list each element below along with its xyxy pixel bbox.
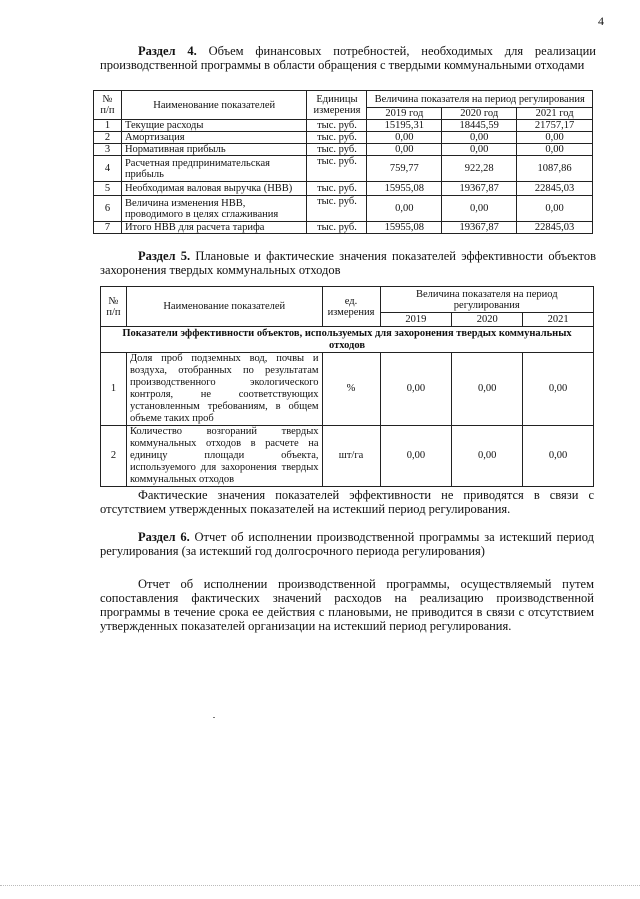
row-value: 0,00 bbox=[380, 426, 452, 487]
col-num-header: № п/п bbox=[94, 91, 122, 120]
row-unit: тыс. руб. bbox=[307, 196, 367, 222]
row-value: 0,00 bbox=[523, 426, 594, 487]
row-value: 0,00 bbox=[442, 196, 517, 222]
row-num: 2 bbox=[101, 426, 127, 487]
row-value: 0,00 bbox=[367, 132, 442, 144]
row-name: Необходимая валовая выручка (НВВ) bbox=[121, 182, 307, 196]
table-row bbox=[94, 144, 593, 156]
row-value: 19367,87 bbox=[442, 222, 517, 234]
row-value: 15195,31 bbox=[367, 120, 442, 132]
col-name-header: Наименование показателей bbox=[126, 287, 322, 327]
row-value: 15955,08 bbox=[367, 182, 442, 196]
col-year-header: 2021 год bbox=[517, 108, 593, 120]
row-name: Текущие расходы bbox=[121, 120, 307, 132]
col-period-header: Величина показателя на период регулирования bbox=[367, 91, 593, 108]
col-num-header: № п/п bbox=[101, 287, 127, 327]
row-num: 6 bbox=[94, 196, 122, 222]
row-value: 18445,59 bbox=[442, 120, 517, 132]
row-unit: тыс. руб. bbox=[307, 156, 367, 182]
section4-table bbox=[93, 90, 593, 234]
row-name: Амортизация bbox=[121, 132, 307, 144]
col-year-header: 2019 bbox=[380, 313, 452, 327]
table-row bbox=[94, 120, 593, 132]
row-value: 0,00 bbox=[452, 426, 523, 487]
row-value: 0,00 bbox=[517, 144, 593, 156]
col-name-header: Наименование показателей bbox=[121, 91, 307, 120]
row-num: 3 bbox=[94, 144, 122, 156]
row-name: Количество возгораний твердых коммунальных отходов в расчете на единицу площади объекта, используемого для захоронения твердых коммунальных отходов bbox=[126, 426, 322, 487]
row-value: 0,00 bbox=[517, 132, 593, 144]
row-unit: тыс. руб. bbox=[307, 144, 367, 156]
row-name: Нормативная прибыль bbox=[121, 144, 307, 156]
section4-title: Объем финансовых потребностей, необходимых для реализации производственной программы в области обращения с твердыми коммунальными отходами bbox=[100, 44, 596, 72]
col-year-header: 2020 год bbox=[442, 108, 517, 120]
row-num: 1 bbox=[101, 353, 127, 426]
row-value: 922,28 bbox=[442, 156, 517, 182]
table-row bbox=[94, 196, 593, 222]
table-row bbox=[101, 426, 594, 487]
row-value: 22845,03 bbox=[517, 182, 593, 196]
row-value: 759,77 bbox=[367, 156, 442, 182]
scan-speck bbox=[213, 717, 215, 718]
table-row bbox=[94, 182, 593, 196]
row-unit: шт/га bbox=[322, 426, 380, 487]
row-value: 0,00 bbox=[367, 144, 442, 156]
row-num: 4 bbox=[94, 156, 122, 182]
section4-heading bbox=[100, 44, 596, 72]
row-name: Доля проб подземных вод, почвы и воздуха, отобранных по результатам производственного экологического контроля, не соответствующих установленным требованиям, в общем объеме таких проб bbox=[126, 353, 322, 426]
section5-table bbox=[100, 286, 594, 487]
row-num: 5 bbox=[94, 182, 122, 196]
col-year-header: 2020 bbox=[452, 313, 523, 327]
row-value: 1087,86 bbox=[517, 156, 593, 182]
row-name: Величина изменения НВВ, проводимого в целях сглаживания bbox=[121, 196, 307, 222]
col-year-header: 2021 bbox=[523, 313, 594, 327]
row-unit: % bbox=[322, 353, 380, 426]
row-value: 22845,03 bbox=[517, 222, 593, 234]
row-value: 15955,08 bbox=[367, 222, 442, 234]
section6-heading bbox=[100, 530, 594, 558]
section5-note: Фактические значения показателей эффективности не приводятся в связи с отсутствием утвержденных показателей на истекший период регулирования. bbox=[100, 488, 594, 516]
row-value: 19367,87 bbox=[442, 182, 517, 196]
section4-label: Раздел 4. bbox=[138, 44, 197, 58]
row-value: 21757,17 bbox=[517, 120, 593, 132]
row-name: Итого НВВ для расчета тарифа bbox=[121, 222, 307, 234]
section5-title: Плановые и фактические значения показателей эффективности объектов захоронения твердых коммунальных отходов bbox=[100, 249, 596, 277]
col-period-header: Величина показателя на период регулирования bbox=[380, 287, 594, 313]
footer-divider bbox=[0, 885, 640, 886]
section5-label: Раздел 5. bbox=[138, 249, 191, 263]
table-row bbox=[94, 132, 593, 144]
row-value: 0,00 bbox=[367, 196, 442, 222]
table-row bbox=[101, 353, 594, 426]
row-num: 1 bbox=[94, 120, 122, 132]
col-unit-header: Единицы измерения bbox=[307, 91, 367, 120]
section6-label: Раздел 6. bbox=[138, 530, 190, 544]
row-value: 0,00 bbox=[442, 144, 517, 156]
row-value: 0,00 bbox=[442, 132, 517, 144]
table-row bbox=[94, 222, 593, 234]
row-unit: тыс. руб. bbox=[307, 120, 367, 132]
row-unit: тыс. руб. bbox=[307, 222, 367, 234]
col-year-header: 2019 год bbox=[367, 108, 442, 120]
row-value: 0,00 bbox=[517, 196, 593, 222]
row-num: 7 bbox=[94, 222, 122, 234]
row-value: 0,00 bbox=[452, 353, 523, 426]
page-number: 4 bbox=[598, 14, 604, 28]
section6-title: Отчет об исполнении производственной программы за истекший период регулирования (за истекший год долгосрочного периода регулирования) bbox=[100, 530, 594, 558]
row-value: 0,00 bbox=[380, 353, 452, 426]
row-unit: тыс. руб. bbox=[307, 132, 367, 144]
row-name: Расчетная предпринимательская прибыль bbox=[121, 156, 307, 182]
group-title: Показатели эффективности объектов, используемых для захоронения твердых коммунальных отходов bbox=[101, 327, 594, 353]
row-num: 2 bbox=[94, 132, 122, 144]
row-unit: тыс. руб. bbox=[307, 182, 367, 196]
table-row bbox=[94, 156, 593, 182]
col-unit-header: ед. измерения bbox=[322, 287, 380, 327]
section5-heading bbox=[100, 249, 596, 277]
section6-text: Отчет об исполнении производственной программы, осуществляемый путем сопоставления фактических значений расходов на реализацию производственной программы в течение срока ее действия с плановыми, не приводится в связи с отсутствием утвержденных показателей организации на истекший период регулирования. bbox=[100, 577, 594, 633]
row-value: 0,00 bbox=[523, 353, 594, 426]
